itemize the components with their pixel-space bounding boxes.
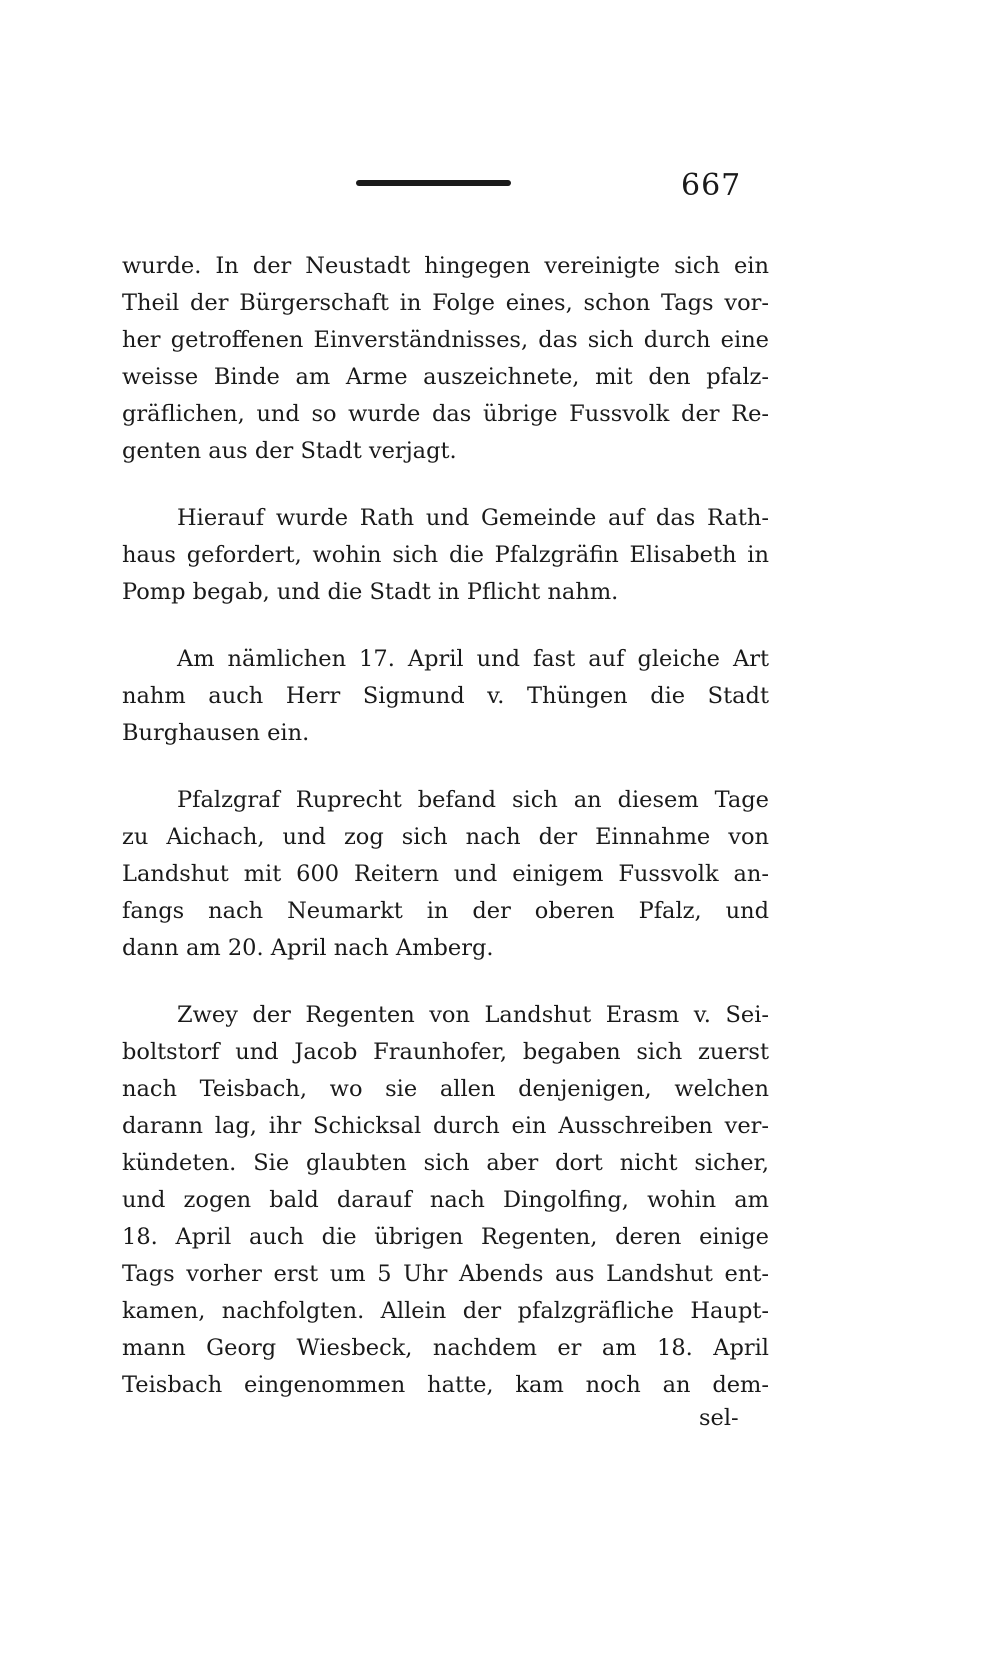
text-line: zu Aichach, und zog sich nach der Einnahme von [122, 824, 769, 850]
text-line: Tags vorher erst um 5 Uhr Abends aus Landshut ent- [122, 1261, 769, 1287]
text-line: und zogen bald darauf nach Dingolfing, wohin am [122, 1187, 769, 1213]
text-line: Teisbach eingenommen hatte, kam noch an dem- [122, 1372, 769, 1398]
paragraph-gap [122, 967, 769, 997]
text-line: kündeten. Sie glaubten sich aber dort nicht sicher, [122, 1150, 769, 1176]
text-line: Am nämlichen 17. April und fast auf gleiche Art [177, 646, 769, 672]
page-number: 667 [681, 168, 742, 203]
paragraph-gap [122, 611, 769, 641]
text-line: Theil der Bürgerschaft in Folge eines, schon Tags vor- [122, 290, 769, 316]
paragraph-gap [122, 470, 769, 500]
paragraph-4 [122, 782, 769, 967]
text-line: weisse Binde am Arme auszeichnete, mit den pfalz- [122, 364, 769, 390]
text-line: dann am 20. April nach Amberg. [122, 935, 494, 961]
text-line: Pfalzgraf Ruprecht befand sich an diesem Tage [177, 787, 769, 813]
paragraph-3 [122, 641, 769, 752]
text-line: darann lag, ihr Schicksal durch ein Ausschreiben ver- [122, 1113, 769, 1139]
catchword: sel- [699, 1405, 739, 1431]
text-line: wurde. In der Neustadt hingegen vereinigte sich ein [122, 253, 769, 279]
text-line: nach Teisbach, wo sie allen denjenigen, welchen [122, 1076, 769, 1102]
paragraph-5 [122, 997, 769, 1404]
text-line: her getroffenen Einverständnisses, das sich durch eine [122, 327, 769, 353]
text-line: 18. April auch die übrigen Regenten, deren einige [122, 1224, 769, 1250]
text-line: mann Georg Wiesbeck, nachdem er am 18. April [122, 1335, 769, 1361]
text-line: Landshut mit 600 Reitern und einigem Fussvolk an- [122, 861, 769, 887]
text-line: Pomp begab, und die Stadt in Pflicht nahm. [122, 579, 619, 605]
text-line: genten aus der Stadt verjagt. [122, 438, 457, 464]
text-line: boltstorf und Jacob Fraunhofer, begaben sich zuerst [122, 1039, 769, 1065]
header-rule [356, 180, 511, 186]
text-line: haus gefordert, wohin sich die Pfalzgräfin Elisabeth in [122, 542, 769, 568]
text-line: kamen, nachfolgten. Allein der pfalzgräfliche Haupt- [122, 1298, 769, 1324]
body-text [122, 248, 769, 1404]
paragraph-2 [122, 500, 769, 611]
text-line: Hierauf wurde Rath und Gemeinde auf das Rath- [177, 505, 769, 531]
text-line: Zwey der Regenten von Landshut Erasm v. Sei- [177, 1002, 769, 1028]
paragraph-1 [122, 248, 769, 470]
text-line: Burghausen ein. [122, 720, 310, 746]
text-line: gräflichen, und so wurde das übrige Fussvolk der Re- [122, 401, 769, 427]
paragraph-gap [122, 752, 769, 782]
text-line: nahm auch Herr Sigmund v. Thüngen die Stadt [122, 683, 769, 709]
text-line: fangs nach Neumarkt in der oberen Pfalz, und [122, 898, 769, 924]
